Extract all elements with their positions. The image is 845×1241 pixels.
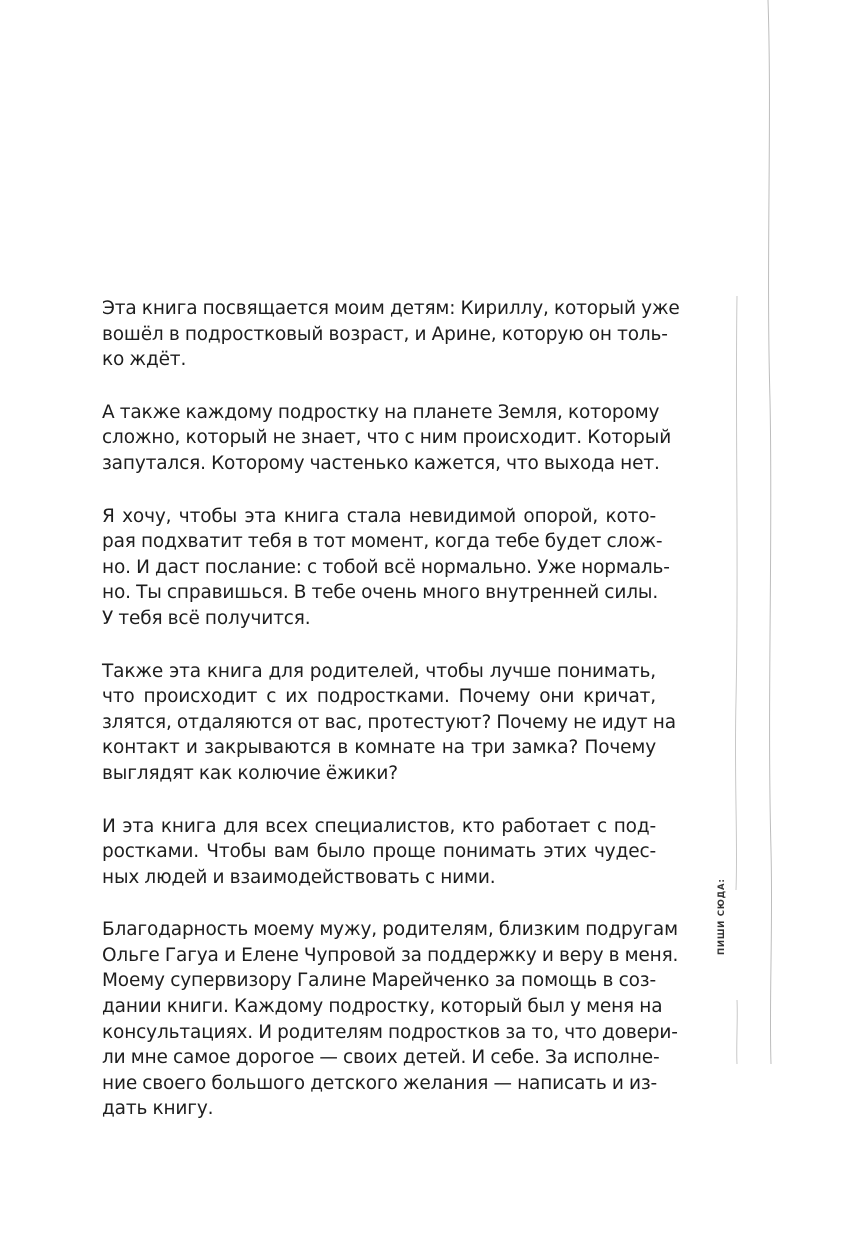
text-line: контакт и закрываются в комнате на три замка? Почему [102,737,656,759]
text-line: Благодарность моему мужу, родителям, близким подругам [102,919,678,941]
text-line: вошёл в подростковый возраст, и Арине, которую он толь- [102,323,668,345]
text-line: но. Ты справишься. В тебе очень много внутренней силы. [102,582,659,604]
text-line: Ольге Гагуа и Елене Чупровой за поддержку и веру в меня. [102,944,679,966]
text-line: злятся, отдаляются от вас, протестуют? Почему не идут на [102,711,676,733]
dedication-text [102,296,680,1149]
text-line: выглядят как колючие ёжики? [102,762,398,784]
paragraph-specialists [102,814,656,891]
text-line: А также каждому подростку на планете Земля, которому [102,401,660,423]
text-line: консультациях. И родителям подростков за то, что довери- [102,1021,678,1043]
text-line: Моему супервизору Галине Марейченко за помощь в соз- [102,970,656,992]
hand-drawn-margin-lines [720,0,790,1241]
text-line: дать книгу. [102,1098,214,1120]
text-line: ли мне самое дорогое — своих детей. И себе. За исполне- [102,1047,660,1069]
text-line: Я хочу, чтобы эта книга стала невидимой опорой, кото- [102,505,656,527]
paragraph-support-message [102,504,670,632]
text-line: У тебя всё получится. [102,607,311,629]
paragraph-dedication-children [102,296,680,373]
text-line: но. И даст послание: с тобой всё нормально. Уже нормаль- [102,556,670,578]
margin-line-left-lower [737,1000,738,1064]
text-line: сложно, который не знает, что с ним происходит. Который [102,427,672,449]
text-line: ние своего большого детского желания — написать и из- [102,1072,658,1094]
text-line: что происходит с их подростками. Почему они кричат, [102,686,656,708]
paragraph-dedication-teenagers [102,400,672,477]
text-line: Также эта книга для родителей, чтобы лучше понимать, [102,660,656,682]
margin-line-right [768,0,772,1064]
paragraph-gratitude [102,917,679,1122]
text-line: запутался. Которому частенько кажется, что выхода нет. [102,452,660,474]
text-line: Эта книга посвящается моим детям: Кириллу, который уже [102,298,680,319]
write-here-label: ПИШИ СЮДА: [717,878,727,955]
text-line: И эта книга для всех специалистов, кто работает с под- [102,815,656,837]
text-line: ростками. Чтобы вам было проще понимать этих чудес- [102,841,656,863]
paragraph-parents [102,659,676,787]
text-line: ных людей и взаимодействовать с ними. [102,866,496,888]
text-line: ко ждёт. [102,349,187,371]
margin-line-left [735,296,737,890]
text-line: рая подхватит тебя в тот момент, когда тебе будет слож- [102,531,663,553]
text-line: дании книги. Каждому подростку, который был у меня на [102,996,663,1018]
